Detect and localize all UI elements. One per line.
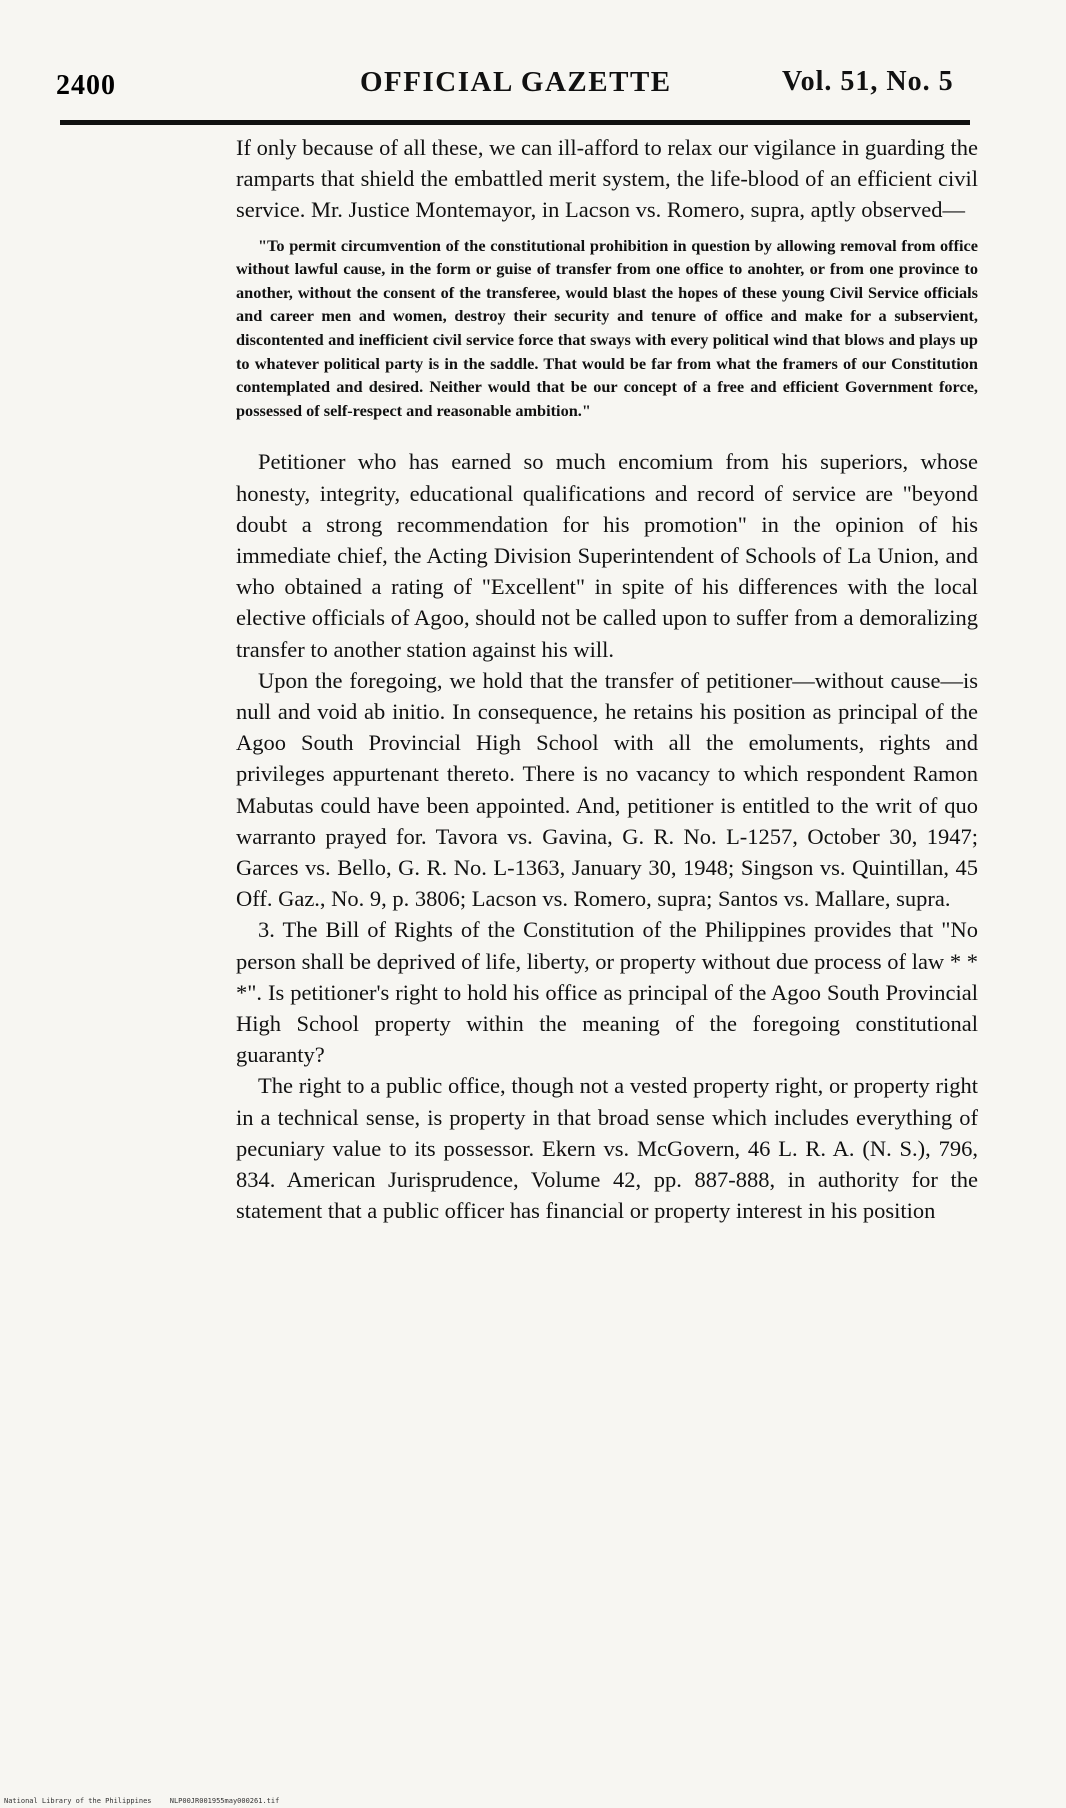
- volume-number: Vol. 51, No. 5: [782, 66, 954, 97]
- publication-title: OFFICIAL GAZETTE: [360, 66, 672, 98]
- footer-source: National Library of the Philippines: [4, 1797, 152, 1805]
- page-header: [0, 0, 1066, 130]
- paragraph-1: If only because of all these, we can ill-afford to relax our vigilance in guarding the ramparts that shield the embattled merit system, the life-blood of an efficient civil service. Mr. Justice Montemayor, in Lacson vs. Romero, supra, aptly observed—: [236, 135, 978, 223]
- page-number: 2400: [56, 70, 116, 101]
- page-body: [236, 132, 978, 1226]
- paragraph-2: Petitioner who has earned so much encomium from his superiors, whose honesty, integrity, educational qualifications and record of service are "beyond doubt a strong recommendation for his promotion" in the opinion of his immediate chief, the Acting Division Superintendent of Schools of La Union, and who obtained a rating of "Excellent" in spite of his differences with the local elective officials of Agoo, should not be called upon to suffer from a demoralizing transfer to another station against his will.: [236, 449, 978, 662]
- paragraph-5: The right to a public office, though not a vested property right, or property right in a technical sense, is property in that broad sense which includes everything of pecuniary value to its possessor. Ekern vs. McGovern, 46 L. R. A. (N. S.), 796, 834. American Jurisprudence, Volume 42, pp. 887-888, in authority for the statement that a public officer has financial or property interest in his position: [236, 1073, 978, 1224]
- block-quote: "To permit circumvention of the constitutional prohibition in question by allowing removal from office without lawful cause, in the form or guise of transfer from one office to anohter, or from one province to another, without the consent of the transferee, would blast the hopes of these young Civil Service officials and career men and women, destroy their security and tenure of office and make for a subservient, discontented and inefficient civil service force that sways with every political wind that blows and plays up to whatever political party is in the saddle. That would be far from what the framers of our Constitution contemplated and desired. Neither would that be our concept of a free and efficient Government force, possessed of self-respect and reasonable ambition.": [236, 235, 978, 420]
- scan-footer: [4, 1797, 293, 1805]
- paragraph-4: 3. The Bill of Rights of the Constitution of the Philippines provides that "No person shall be deprived of life, liberty, or property without due process of law * * *". Is petitioner's right to hold his office as principal of the Agoo South Provincial High School property within the meaning of the foregoing constitutional guaranty?: [236, 917, 978, 1068]
- paragraph-3: Upon the foregoing, we hold that the transfer of petitioner—without cause—is null and void ab initio. In consequence, he retains his position as principal of the Agoo South Provincial High School with all the emoluments, rights and privileges appurtenant thereto. There is no vacancy to which respondent Ramon Mabutas could have been appointed. And, petitioner is entitled to the writ of quo warranto prayed for. Tavora vs. Gavina, G. R. No. L-1257, October 30, 1947; Garces vs. Bello, G. R. No. L-1363, January 30, 1948; Singson vs. Quintillan, 45 Off. Gaz., No. 9, p. 3806; Lacson vs. Romero, supra; Santos vs. Mallare, supra.: [236, 667, 978, 912]
- header-rule: [60, 120, 970, 125]
- spacer: [236, 432, 978, 446]
- footer-file: NLP00JR001955may000261.tif: [169, 1797, 280, 1805]
